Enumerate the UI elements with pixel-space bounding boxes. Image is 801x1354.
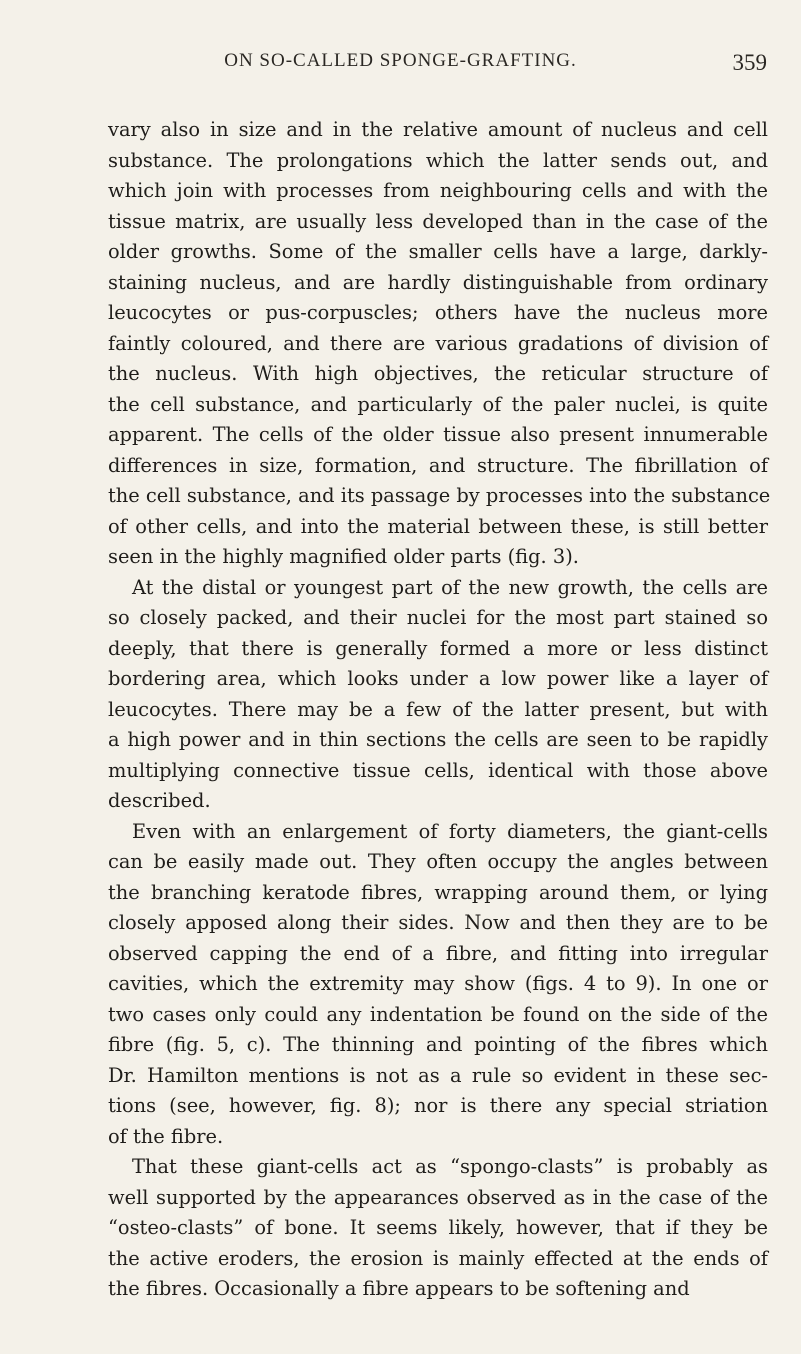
- text-line: of the fibre.: [108, 1124, 224, 1148]
- text-line: can be easily made out. They often occupy the angles between: [108, 850, 768, 873]
- text-line: the cell substance, and particularly of the paler nuclei, is quite: [108, 392, 768, 416]
- text-line: the active eroders, the erosion is mainly effected at the ends of: [108, 1246, 768, 1270]
- text-line: substance. The prolongations which the latter sends out, and: [108, 148, 768, 172]
- text-line: multiplying connective tissue cells, identical with those above: [108, 758, 768, 782]
- running-title: ON SO-CALLED SPONGE-GRAFTING.: [224, 50, 577, 71]
- running-head: [0, 50, 801, 80]
- text-line: tissue matrix, are usually less developed than in the case of the: [108, 209, 768, 233]
- text-line: the fibres. Occasionally a fibre appears to be softening and: [108, 1277, 690, 1300]
- paragraph: [108, 115, 771, 573]
- text-line: faintly coloured, and there are various gradations of division of: [108, 331, 768, 355]
- text-line: leucocytes or pus-corpuscles; others have the nucleus more: [108, 301, 768, 324]
- text-line: staining nucleus, and are hardly distinguishable from ordinary: [108, 270, 768, 294]
- text-line: apparent. The cells of the older tissue also present innumerable: [108, 423, 768, 446]
- text-line: bordering area, which looks under a low power like a layer of: [108, 667, 768, 690]
- text-line: observed capping the end of a fibre, and fitting into irregular: [108, 941, 768, 965]
- text-line: closely apposed along their sides. Now and then they are to be: [108, 911, 768, 934]
- text-line: leucocytes. There may be a few of the latter present, but with: [108, 697, 768, 721]
- text-line: the branching keratode fibres, wrapping around them, or lying: [108, 880, 768, 904]
- text-line: Dr. Hamilton mentions is not as a rule so evident in these sec-: [108, 1063, 768, 1087]
- paragraph: [108, 1152, 768, 1305]
- text-line: a high power and in thin sections the cells are seen to be rapidly: [108, 728, 768, 751]
- text-line: of other cells, and into the material between these, is still better: [108, 514, 768, 538]
- page-number: 359: [732, 50, 767, 75]
- text-line: vary also in size and in the relative amount of nucleus and cell: [108, 118, 768, 141]
- text-line: so closely packed, and their nuclei for the most part stained so: [108, 606, 768, 629]
- text-line: seen in the highly magnified older parts (fig. 3).: [108, 545, 579, 568]
- text-line: That these giant-cells act as “spongo-clasts” is probably as: [132, 1155, 768, 1178]
- text-line: cavities, which the extremity may show (figs. 4 to 9). In one or: [108, 972, 768, 995]
- paragraph: [108, 817, 768, 1153]
- text-line: older growths. Some of the smaller cells have a large, darkly-: [108, 240, 768, 263]
- text-line: “osteo-clasts” of bone. It seems likely, however, that if they be: [108, 1216, 768, 1239]
- text-line: described.: [108, 789, 211, 812]
- text-line: fibre (fig. 5, c). The thinning and pointing of the fibres which: [108, 1033, 768, 1056]
- paragraph: [108, 573, 768, 817]
- body-text: [108, 115, 771, 1305]
- text-line: two cases only could any indentation be found on the side of the: [108, 1002, 768, 1026]
- text-line: well supported by the appearances observed as in the case of the: [108, 1185, 768, 1209]
- text-line: the cell substance, and its passage by processes into the substance: [108, 484, 771, 507]
- text-line: the nucleus. With high objectives, the reticular structure of: [108, 362, 768, 385]
- text-line: At the distal or youngest part of the new growth, the cells are: [132, 575, 768, 599]
- text-line: Even with an enlargement of forty diameters, the giant-cells: [132, 819, 768, 843]
- text-line: deeply, that there is generally formed a more or less distinct: [108, 636, 768, 660]
- text-line: which join with processes from neighbouring cells and with the: [108, 179, 768, 202]
- text-line: tions (see, however, fig. 8); nor is there any special striation: [108, 1094, 768, 1117]
- text-line: differences in size, formation, and structure. The fibrillation of: [108, 453, 768, 477]
